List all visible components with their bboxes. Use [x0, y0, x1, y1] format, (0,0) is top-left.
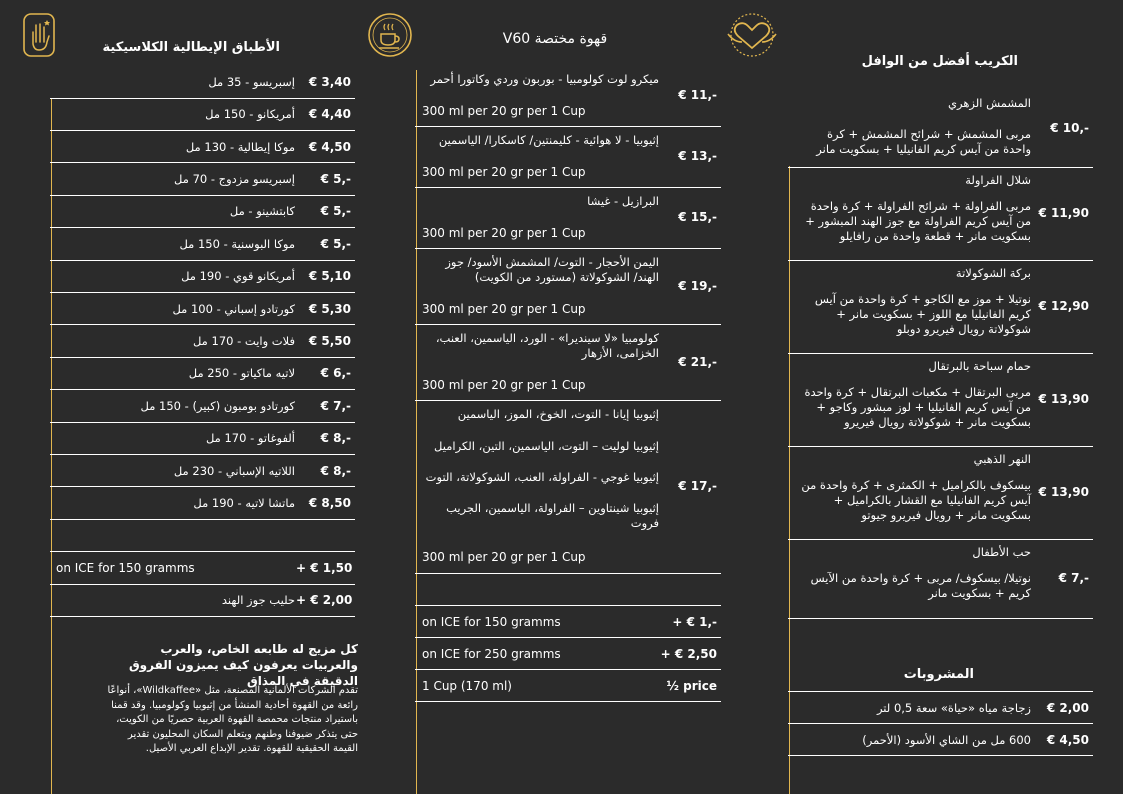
menu-item	[50, 228, 355, 261]
item-price: € 7,-	[1058, 571, 1089, 585]
extra-item	[415, 638, 721, 670]
extra-item	[50, 584, 355, 617]
item-price: € 11,-	[678, 88, 717, 102]
item-description: بيسكوف بالكراميل + الكمثرى + كرة واحدة من آيس كريم الفانيليا مع القشار بالكراميل + بسكويت مانر + رويال فيريرو جيوتو	[801, 478, 1031, 522]
coffee-item	[415, 66, 721, 127]
menu-item	[50, 390, 355, 423]
item-name: ألفوغاتو - 170 مل	[205, 431, 295, 446]
item-price: € 5,-	[320, 236, 351, 251]
item-price: € 13,90	[1038, 485, 1089, 499]
crepe-item	[788, 447, 1093, 540]
heart-crepe-icon	[724, 12, 780, 58]
item-price: ½ price	[666, 678, 717, 693]
empty-row	[415, 574, 721, 606]
item-name: المشمش الزهري	[947, 96, 1031, 110]
classic-italian-column	[50, 0, 358, 794]
item-price: € 8,50	[308, 495, 351, 510]
item-price: € 17,-	[678, 479, 717, 493]
item-name: حب الأطفال	[972, 545, 1031, 559]
menu-item	[50, 66, 355, 99]
item-price: € 8,-	[320, 431, 351, 446]
coffee-item	[415, 188, 721, 249]
item-price: + € 2,50	[660, 646, 717, 661]
item-name: إسبريسو - 35 مل	[208, 74, 295, 89]
item-name: كابتشينو - مل	[229, 204, 295, 219]
item-price: € 5,50	[308, 333, 351, 348]
item-name: فلات وايت - 170 مل	[192, 333, 295, 348]
menu-item	[50, 455, 355, 488]
drinks-title: المشروبات	[903, 667, 974, 682]
item-price: € 13,90	[1038, 392, 1089, 406]
item-price: € 5,-	[320, 204, 351, 219]
item-price: € 4,50	[1046, 732, 1089, 747]
menu-item	[50, 260, 355, 293]
crepe-item	[788, 261, 1093, 354]
item-price: € 19,-	[678, 278, 717, 293]
item-name: إثيوبيا - لا هوائية - كليمنتين/ كاسكارا/ الياسمين	[438, 133, 659, 147]
item-price: € 2,00	[1046, 700, 1089, 715]
item-name: كورتادو بومبون (كبير) - 150 مل	[140, 398, 295, 413]
origin-line: إثيوبيا لوليت – التوت، الياسمين، التين، الكراميل	[434, 439, 659, 453]
item-name: زجاجة مياه «حياة» سعة 0,5 لتر	[876, 700, 1031, 715]
item-name: on ICE for 150 gramms	[422, 614, 561, 629]
item-price: € 4,40	[308, 107, 351, 122]
extra-item	[415, 670, 721, 702]
item-price: € 6,-	[320, 366, 351, 381]
item-price: + € 2,00	[296, 593, 353, 608]
coffee-cup-icon	[367, 12, 413, 58]
item-description: مربى المشمش + شرائح المشمش + كرة واحدة من آيس كريم الفانيليا + بسكويت مانر	[816, 127, 1031, 156]
drink-item	[788, 723, 1093, 756]
item-name: حليب جوز الهند	[221, 593, 295, 608]
item-serving: 300 ml per 20 gr per 1 Cup	[422, 104, 586, 118]
item-price: € 21,-	[678, 354, 717, 369]
empty-row	[50, 520, 355, 553]
item-name: موكا إيطالية - 130 مل	[185, 139, 295, 154]
crepes-column	[788, 0, 1093, 794]
section-title: الكريب أفضل من الوافل	[861, 54, 1018, 69]
item-price: € 11,90	[1038, 206, 1089, 220]
item-name: النهر الذهبي	[973, 452, 1031, 466]
item-name: ميكرو لوت كولومبيا - بوربون وردي وكاتورا أحمر	[430, 72, 659, 86]
item-description: نوتيلا + موز مع الكاجو + كرة واحدة من آيس كريم الفانيليا مع اللوز + بسكويت مانر + شوكولاتة رويال فيريرو دوبلو	[814, 292, 1031, 336]
item-name: ماتشا لاتيه - 190 مل	[193, 495, 295, 510]
item-name: أمريكانو - 150 مل	[205, 107, 295, 122]
menu-item	[50, 422, 355, 455]
item-price: € 5,-	[320, 171, 351, 186]
menu-item	[50, 293, 355, 326]
note-heading: كل مزيج له طابعه الخاص، والعرب والعربيات يعرفون كيف يميزون الفروق الدقيقة في المذاق	[128, 642, 358, 688]
item-price: € 5,30	[308, 301, 351, 316]
origin-line: إثيوبيا شينتاوين – الفراولة، الياسمين، الجريب فروت	[446, 501, 659, 530]
item-price: € 5,10	[308, 269, 351, 284]
section-title: V60 قهوة مختصة	[502, 31, 608, 47]
crepe-item	[788, 540, 1093, 619]
coffee-item-multi	[415, 401, 721, 574]
item-price: € 15,-	[678, 210, 717, 224]
item-serving: 300 ml per 20 gr per 1 Cup	[422, 226, 586, 240]
item-serving: 300 ml per 20 gr per 1 Cup	[422, 165, 586, 179]
item-name: كورتادو إسباني - 100 مل	[172, 301, 295, 316]
note-body: تقدم الشركات الألمانية المصنعة، مثل «Wildkaffee»، أنواعًا رائعة من القهوة أحادية المنشأ من إثيوبيا وكولومبيا. وقد قمنا باستيراد منتجات محمصة القهوة العربية حصريًا من الكويت، حتى يتذكر ضيوفنا وطنهم ويتعلم السكان المحليون تقدير القيمة الحقيقية للقهوة. تقدير الإبداع العربي الأصيل.	[107, 685, 358, 754]
item-serving: 300 ml per 20 gr per 1 Cup	[422, 302, 586, 316]
item-name: بركة الشوكولاتة	[955, 266, 1031, 280]
menu-item	[50, 163, 355, 196]
item-description: مربى البرتقال + مكعبات البرتقال + كرة واحدة من آيس كريم الفانيليا + لوز مبشور وكاجو + بسكويت مانر + شوكولاتة رويال فيريرو	[804, 385, 1031, 429]
item-price: € 7,-	[320, 398, 351, 413]
item-price: + € 1,-	[672, 614, 717, 629]
item-price: € 3,40	[308, 74, 351, 89]
crepe-item	[788, 354, 1093, 447]
coffee-item	[415, 325, 721, 401]
item-serving: 300 ml per 20 gr per 1 Cup	[422, 550, 586, 564]
menu-item	[50, 98, 355, 131]
item-name: أمريكانو قوي - 190 مل	[181, 269, 295, 284]
extra-item	[415, 606, 721, 638]
item-name: حمام سباحة بالبرتقال	[928, 359, 1031, 373]
item-description: نوتيلا/ بيسكوف/ مربى + كرة واحدة من الآيس كريم + بسكويت مانر	[810, 571, 1031, 600]
item-name: 1 Cup (170 ml)	[422, 678, 512, 693]
item-price: € 13,-	[678, 149, 717, 163]
menu-item	[50, 358, 355, 391]
item-name: اليمن الأحجار - التوت/ المشمش الأسود/ جوز الهند/ الشوكولاتة (مستورد من الكويت)	[445, 255, 659, 284]
item-description: مربى الفراولة + شرائح الفراولة + كرة واحدة من آيس كريم الفراولة مع جوز الهند المبشور + بسكويت مانر + قطعة واحدة من رافايلو	[805, 199, 1031, 243]
section-title: الأطباق الإيطالية الكلاسيكية	[102, 40, 280, 55]
item-name: البرازيل - غيشا	[587, 194, 659, 208]
item-name: شلال الفراولة	[965, 173, 1031, 187]
item-price: € 10,-	[1050, 121, 1089, 135]
item-price: € 8,-	[320, 463, 351, 478]
item-name: موكا البوسنية - 150 مل	[179, 236, 295, 251]
drink-item	[788, 691, 1093, 724]
menu-item	[50, 196, 355, 229]
item-price: € 4,50	[308, 139, 351, 154]
menu-item	[50, 487, 355, 520]
origin-line: إثيوبيا غوجي - الفراولة، العنب، الشوكولاتة، التوت	[425, 470, 659, 484]
item-name: إسبريسو مزدوج - 70 مل	[174, 171, 295, 186]
item-name: on ICE for 250 gramms	[422, 646, 561, 661]
coffee-item	[415, 127, 721, 188]
item-name: اللاتيه الإسباني - 230 مل	[173, 463, 295, 478]
item-price: + € 1,50	[296, 560, 353, 575]
menu-item	[50, 131, 355, 164]
item-name: لاتيه ماكياتو - 250 مل	[188, 366, 295, 381]
item-name: on ICE for 150 gramms	[56, 560, 195, 575]
item-name: كولومبيا «لا سينديرا» - الورد، الياسمين، العنب، الخزامى، الأزهار	[435, 331, 659, 360]
crepe-item	[788, 168, 1093, 261]
item-name: 600 مل من الشاي الأسود (الأحمر)	[862, 732, 1031, 747]
v60-column	[415, 0, 721, 794]
crepe-item	[788, 91, 1093, 168]
extra-item	[50, 552, 355, 585]
origin-line: إثيوبيا إيانا - التوت، الخوخ، الموز، الياسمين	[457, 407, 659, 421]
item-serving: 300 ml per 20 gr per 1 Cup	[422, 378, 586, 392]
menu-item	[50, 325, 355, 358]
coffee-item	[415, 249, 721, 325]
item-price: € 12,90	[1038, 299, 1089, 313]
